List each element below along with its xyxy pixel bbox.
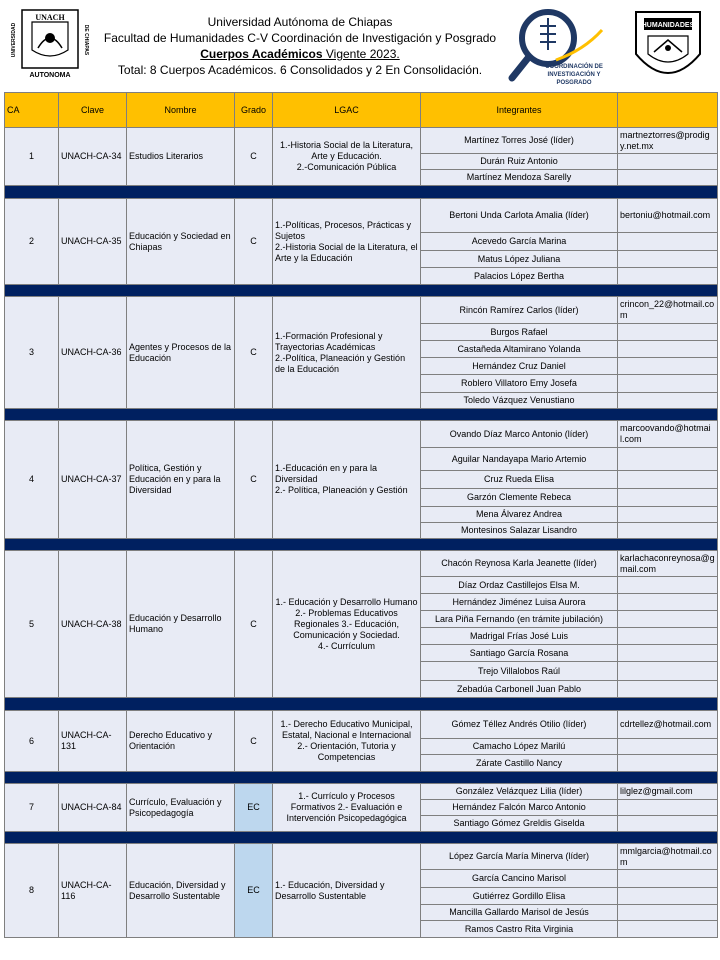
- separator-bar: [5, 772, 718, 784]
- unach-logo-top: UNIVERSIDAD: [11, 22, 17, 58]
- integrante-name: Burgos Rafael: [421, 324, 618, 341]
- unach-logo-bottom: AUTONOMA: [29, 72, 71, 79]
- table-row: [5, 551, 718, 577]
- integrante-name: Garzón Clemente Rebeca: [421, 489, 618, 507]
- separator-row: [5, 772, 718, 784]
- header-integrantes: Integrantes: [421, 93, 618, 128]
- empty-cell: [618, 489, 718, 507]
- integrante-name: Martínez Mendoza Sarelly: [421, 170, 618, 186]
- email-cell: crincon_22@hotmail.com: [618, 297, 718, 324]
- integrante-name: Gómez Téllez Andrés Otilio (líder): [421, 711, 618, 739]
- ca-number: 8: [5, 844, 59, 938]
- grado-cell: C: [235, 711, 273, 772]
- integrante-name: Trejo Villalobos Raúl: [421, 662, 618, 681]
- faculty-name: Facultad de Humanidades C-V Coordinación de Investigación y Posgrado: [103, 31, 497, 45]
- header-lgac: LGAC: [273, 93, 421, 128]
- empty-cell: [618, 594, 718, 611]
- grado-cell: C: [235, 199, 273, 285]
- header-email: [618, 93, 718, 128]
- ca-number: 1: [5, 128, 59, 186]
- empty-cell: [618, 268, 718, 285]
- integrante-name: Bertoni Unda Carlota Amalia (líder): [421, 199, 618, 233]
- empty-cell: [618, 393, 718, 409]
- table-row: [5, 711, 718, 739]
- empty-cell: [618, 233, 718, 251]
- grado-cell: C: [235, 128, 273, 186]
- document-header: [0, 0, 720, 92]
- empty-cell: [618, 358, 718, 375]
- integrante-name: Camacho López Marilú: [421, 739, 618, 755]
- table-header-row: [5, 93, 718, 128]
- coordinacion-logo-line2: INVESTIGACIÓN Y: [547, 72, 601, 78]
- empty-cell: [618, 341, 718, 358]
- ca-number: 4: [5, 421, 59, 539]
- empty-cell: [618, 251, 718, 268]
- lgac-cell: 1.-Políticas, Procesos, Prácticas y Sujetos 2.-Historia Social de la Literatura, el Arte y la Educación: [273, 199, 421, 285]
- empty-cell: [618, 816, 718, 832]
- lgac-cell: 1.-Historia Social de la Literatura, Arte y Educación. 2.-Comunicación Pública: [273, 128, 421, 186]
- header-nombre: Nombre: [127, 93, 235, 128]
- empty-cell: [618, 448, 718, 471]
- integrante-name: Chacón Reynosa Karla Jeanette (líder): [421, 551, 618, 577]
- clave-cell: UNACH-CA-34: [59, 128, 127, 186]
- empty-cell: [618, 921, 718, 938]
- grado-cell: EC: [235, 784, 273, 832]
- integrante-name: Zárate Castillo Nancy: [421, 755, 618, 772]
- table-row: [5, 421, 718, 448]
- empty-cell: [618, 755, 718, 772]
- table-row: [5, 784, 718, 800]
- integrante-name: Díaz Ordaz Castillejos Elsa M.: [421, 577, 618, 594]
- table-body: [5, 128, 718, 938]
- integrante-name: Rincón Ramírez Carlos (líder): [421, 297, 618, 324]
- grado-cell: C: [235, 551, 273, 698]
- grado-cell: C: [235, 297, 273, 409]
- separator-bar: [5, 186, 718, 199]
- nombre-cell: Currículo, Evaluación y Psicopedagogía: [127, 784, 235, 832]
- nombre-cell: Educación y Sociedad en Chiapas: [127, 199, 235, 285]
- ca-number: 6: [5, 711, 59, 772]
- lgac-cell: 1.-Formación Profesional y Trayectorias Académicas 2.-Política, Planeación y Gestión de la Educación: [273, 297, 421, 409]
- coordinacion-logo: [506, 6, 612, 88]
- header-ca: CA: [5, 93, 59, 128]
- empty-cell: [618, 681, 718, 698]
- integrante-name: Roblero Villatoro Emy Josefa: [421, 375, 618, 393]
- empty-cell: [618, 375, 718, 393]
- integrante-name: Acevedo García Marina: [421, 233, 618, 251]
- unach-logo: [8, 8, 92, 80]
- header-grado: Grado: [235, 93, 273, 128]
- nombre-cell: Derecho Educativo y Orientación: [127, 711, 235, 772]
- title-vigente: Vigente 2023.: [325, 47, 400, 61]
- lgac-cell: 1.- Educación, Diversidad y Desarrollo Sustentable: [273, 844, 421, 938]
- empty-cell: [618, 645, 718, 662]
- separator-row: [5, 186, 718, 199]
- empty-cell: [618, 611, 718, 628]
- integrante-name: Toledo Vázquez Venustiano: [421, 393, 618, 409]
- integrante-name: González Velázquez Lilia (líder): [421, 784, 618, 800]
- humanidades-logo: [622, 8, 714, 88]
- table-row: [5, 297, 718, 324]
- separator-bar: [5, 285, 718, 297]
- lgac-cell: 1.- Currículo y Procesos Formativos 2.- Evaluación e Intervención Psicopedagógica: [273, 784, 421, 832]
- empty-cell: [618, 154, 718, 170]
- integrante-name: López García María Minerva (líder): [421, 844, 618, 870]
- ca-number: 3: [5, 297, 59, 409]
- ca-number: 7: [5, 784, 59, 832]
- lgac-cell: 1.-Educación en y para la Diversidad 2.- Política, Planeación y Gestión: [273, 421, 421, 539]
- clave-cell: UNACH-CA-38: [59, 551, 127, 698]
- nombre-cell: Educación, Diversidad y Desarrollo Sustentable: [127, 844, 235, 938]
- lgac-cell: 1.- Educación y Desarrollo Humano 2.- Problemas Educativos Regionales 3.- Educación, Comunicación y Sociedad. 4.- Currículum: [273, 551, 421, 698]
- integrante-name: Matus López Juliana: [421, 251, 618, 268]
- integrante-name: Gutiérrez Gordillo Elisa: [421, 888, 618, 905]
- separator-bar: [5, 698, 718, 711]
- empty-cell: [618, 324, 718, 341]
- unach-logo-side: DE CHIAPAS: [83, 24, 89, 56]
- integrante-name: Cruz Rueda Elisa: [421, 471, 618, 489]
- nombre-cell: Política, Gestión y Educación en y para la Diversidad: [127, 421, 235, 539]
- clave-cell: UNACH-CA-36: [59, 297, 127, 409]
- integrante-name: Zebadúa Carbonell Juan Pablo: [421, 681, 618, 698]
- clave-cell: UNACH-CA-35: [59, 199, 127, 285]
- nombre-cell: Estudios Literarios: [127, 128, 235, 186]
- header-clave: Clave: [59, 93, 127, 128]
- separator-bar: [5, 832, 718, 844]
- integrante-name: Mancilla Gallardo Marisol de Jesús: [421, 905, 618, 921]
- integrante-name: Ramos Castro Rita Virginia: [421, 921, 618, 938]
- separator-bar: [5, 409, 718, 421]
- empty-cell: [618, 888, 718, 905]
- empty-cell: [618, 905, 718, 921]
- email-cell: cdrtellez@hotmail.com: [618, 711, 718, 739]
- email-cell: mmlgarcia@hotmail.com: [618, 844, 718, 870]
- integrante-name: Madrigal Frías José Luis: [421, 628, 618, 645]
- separator-bar: [5, 539, 718, 551]
- header-text-block: [100, 14, 500, 78]
- empty-cell: [618, 471, 718, 489]
- empty-cell: [618, 628, 718, 645]
- coordinacion-logo-line3: POSGRADO: [556, 80, 592, 86]
- integrante-name: Castañeda Altamirano Yolanda: [421, 341, 618, 358]
- grado-cell: C: [235, 421, 273, 539]
- integrante-name: Ovando Díaz Marco Antonio (líder): [421, 421, 618, 448]
- empty-cell: [618, 577, 718, 594]
- document-title: [100, 46, 500, 62]
- university-name: Universidad Autónoma de Chiapas: [207, 15, 393, 29]
- empty-cell: [618, 507, 718, 523]
- integrante-name: Montesinos Salazar Lisandro: [421, 523, 618, 539]
- email-cell: martneztorres@prodigy.net.mx: [618, 128, 718, 154]
- title-bold: Cuerpos Académicos: [200, 47, 326, 61]
- separator-row: [5, 409, 718, 421]
- empty-cell: [618, 870, 718, 888]
- unach-logo-name: UNACH: [35, 13, 65, 22]
- nombre-cell: Agentes y Procesos de la Educación: [127, 297, 235, 409]
- separator-row: [5, 539, 718, 551]
- email-cell: bertoniu@hotmail.com: [618, 199, 718, 233]
- integrante-name: Santiago García Rosana: [421, 645, 618, 662]
- table-row: [5, 199, 718, 233]
- lgac-cell: 1.- Derecho Educativo Municipal, Estatal, Nacional e Internacional 2.- Orientación, Tutoria y Competencias: [273, 711, 421, 772]
- empty-cell: [618, 170, 718, 186]
- integrante-name: Lara Piña Fernando (en trámite jubilación): [421, 611, 618, 628]
- nombre-cell: Educación y Desarrollo Humano: [127, 551, 235, 698]
- separator-row: [5, 698, 718, 711]
- empty-cell: [618, 662, 718, 681]
- empty-cell: [618, 739, 718, 755]
- integrante-name: Hernández Jiménez Luisa Aurora: [421, 594, 618, 611]
- clave-cell: UNACH-CA-84: [59, 784, 127, 832]
- integrante-name: Hernández Falcón Marco Antonio: [421, 800, 618, 816]
- email-cell: marcoovando@hotmail.com: [618, 421, 718, 448]
- cuerpos-academicos-table: [4, 92, 718, 938]
- ca-number: 5: [5, 551, 59, 698]
- separator-row: [5, 832, 718, 844]
- table-row: [5, 128, 718, 154]
- clave-cell: UNACH-CA-37: [59, 421, 127, 539]
- ca-number: 2: [5, 199, 59, 285]
- clave-cell: UNACH-CA-131: [59, 711, 127, 772]
- integrante-name: Martínez Torres José (líder): [421, 128, 618, 154]
- grado-cell: EC: [235, 844, 273, 938]
- coordinacion-logo-line1: COORDINACIÓN DE: [545, 64, 603, 70]
- integrante-name: Santiago Gómez Greldis Giselda: [421, 816, 618, 832]
- integrante-name: Mena Álvarez Andrea: [421, 507, 618, 523]
- total-summary: Total: 8 Cuerpos Académicos. 6 Consolidados y 2 En Consolidación.: [117, 63, 483, 77]
- integrante-name: Aguilar Nandayapa Mario Artemio: [421, 448, 618, 471]
- separator-row: [5, 285, 718, 297]
- email-cell: lilglez@gmail.com: [618, 784, 718, 800]
- integrante-name: Hernández Cruz Daniel: [421, 358, 618, 375]
- clave-cell: UNACH-CA-116: [59, 844, 127, 938]
- table-row: [5, 844, 718, 870]
- empty-cell: [618, 800, 718, 816]
- email-cell: karlachaconreynosa@gmail.com: [618, 551, 718, 577]
- integrante-name: Durán Ruiz Antonio: [421, 154, 618, 170]
- empty-cell: [618, 523, 718, 539]
- humanidades-logo-text: HUMANIDADES: [641, 22, 695, 29]
- integrante-name: García Cancino Marisol: [421, 870, 618, 888]
- integrante-name: Palacios López Bertha: [421, 268, 618, 285]
